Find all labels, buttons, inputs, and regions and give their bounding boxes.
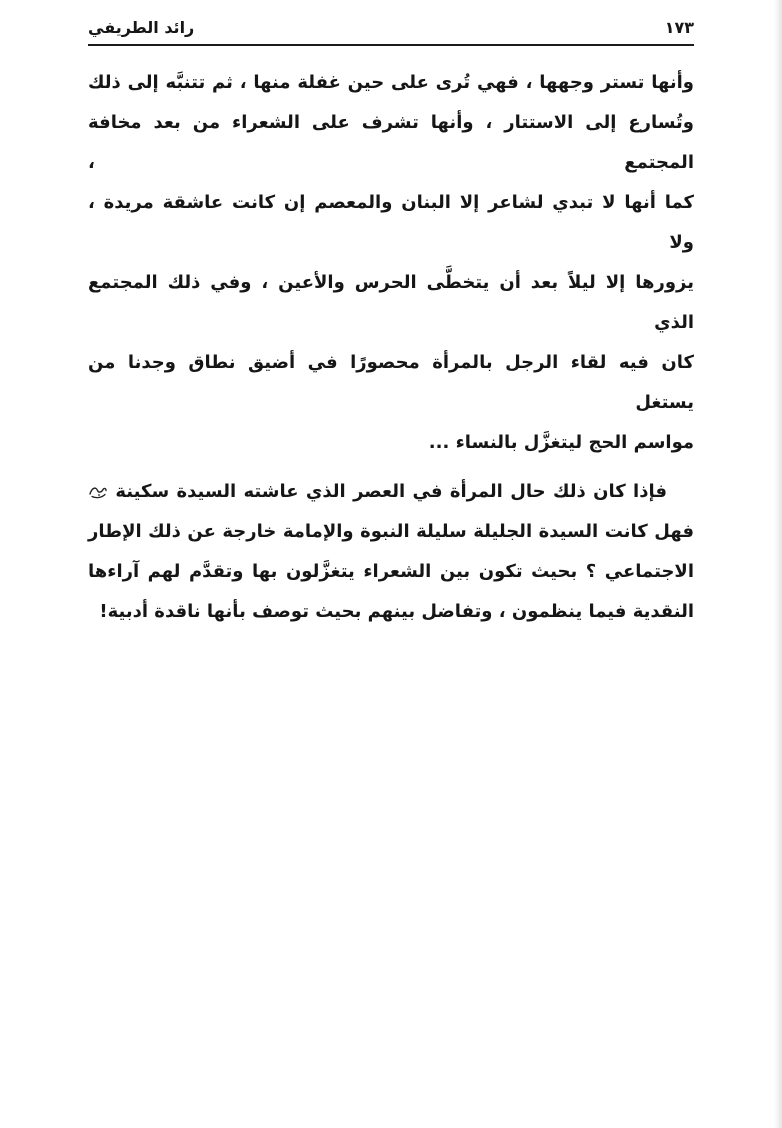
text-line: وتُسارع إلى الاستتار ، وأنها تشرف على الشعراء من بعد مخافة المجتمع ،	[88, 112, 694, 173]
header-rule	[88, 44, 694, 46]
page-number: ١٧٣	[664, 18, 694, 37]
text-line: مواسم الحج ليتغزَّل بالنساء ...	[428, 432, 694, 453]
text-line: وأنها تستر وجهها ، فهي تُرى على حين غفلة منها ، ثم تتنبَّه إلى ذلك	[88, 72, 694, 93]
honorific-radi-allahu-anha-icon	[88, 484, 108, 499]
page-body	[88, 63, 694, 632]
text-line: فهل كانت السيدة الجليلة سليلة النبوة والإمامة خارجة عن ذلك الإطار	[88, 521, 694, 542]
text-line: الاجتماعي ؟ بحيث تكون بين الشعراء يتغزَّلون بها وتقدَّم لهم آراءها	[88, 561, 694, 582]
text-segment: فإذا كان ذلك حال المرأة في العصر الذي عاشته السيدة سكينة	[115, 481, 667, 502]
page-header	[88, 18, 694, 37]
text-line: النقدية فيما ينظمون ، وتفاضل بينهم بحيث توصف بأنها ناقدة أدبية!	[99, 601, 694, 622]
text-line: كان فيه لقاء الرجل بالمرأة محصورًا في أضيق نطاق وجدنا من يستغل	[88, 352, 694, 413]
paragraph-1	[88, 63, 694, 463]
text-line	[88, 472, 694, 512]
paragraph-2	[88, 472, 694, 632]
text-line: كما أنها لا تبدي لشاعر إلا البنان والمعصم إن كانت عاشقة مريدة ، ولا	[88, 192, 694, 253]
text-line: يزورها إلا ليلاً بعد أن يتخطَّى الحرس والأعين ، وفي ذلك المجتمع الذي	[88, 272, 694, 333]
running-title: رائد الطريفي	[88, 18, 195, 37]
